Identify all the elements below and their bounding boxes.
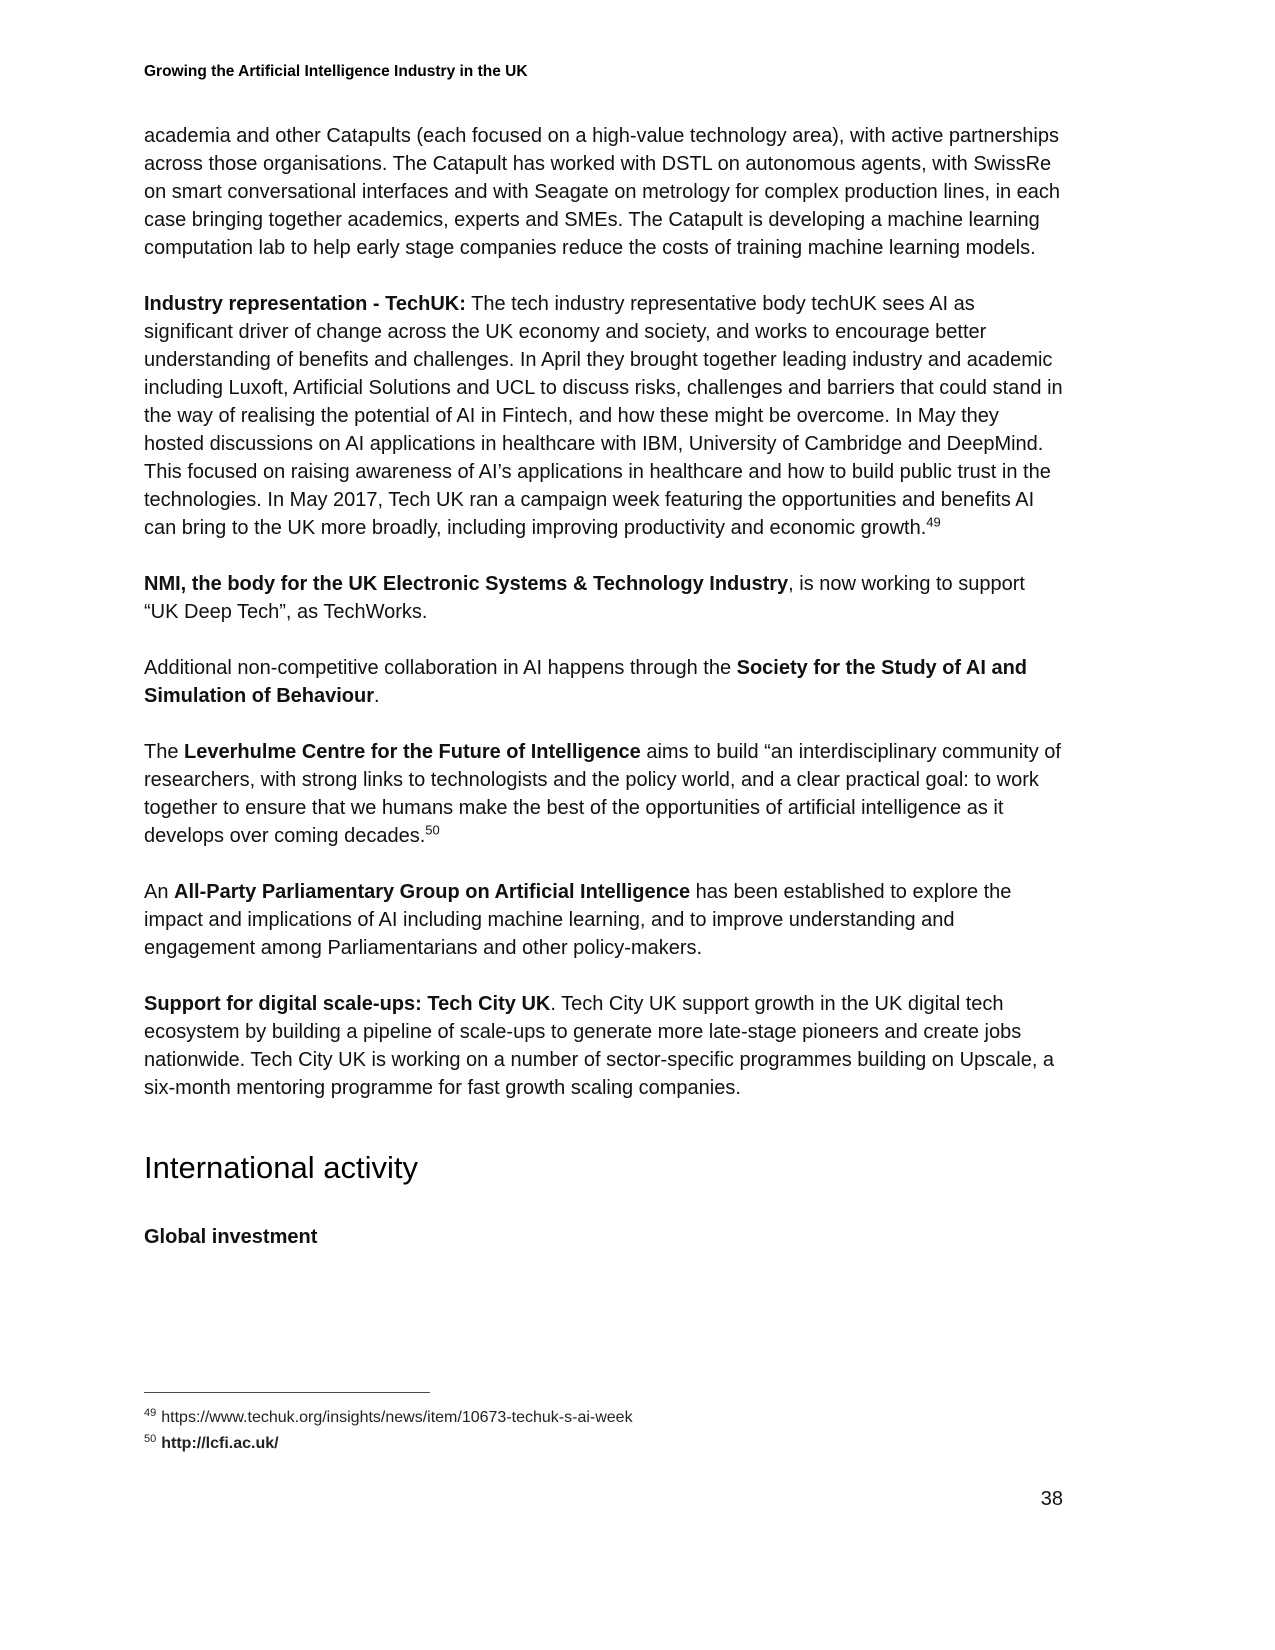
paragraph <box>144 990 1064 1102</box>
text-segment: The tech industry representative body techUK sees AI as significant driver of change across the UK economy and society, and works to encourage better understanding of benefits and challenges. In April they brought together leading industry and academic including Luxoft, Artificial Solutions and UCL to discuss risks, challenges and barriers that could stand in the way of realising the potential of AI in Fintech, and how these might be overcome. In May they hosted discussions on AI applications in healthcare with IBM, University of Cambridge and DeepMind. This focused on raising awareness of AI’s applications in healthcare and how to build public trust in the technologies. In May 2017, Tech UK ran a campaign week featuring the opportunities and benefits AI can bring to the UK more broadly, including improving productivity and economic growth. <box>144 293 1063 539</box>
text-segment: Additional non-competitive collaboration in AI happens through the <box>144 657 737 679</box>
text-segment: NMI, the body for the UK Electronic Systems & Technology Industry <box>144 573 789 595</box>
footnote-number: 50 <box>144 1432 157 1445</box>
text-segment: All-Party Parliamentary Group on Artificial Intelligence <box>174 881 691 903</box>
text-segment: Support for digital scale-ups: Tech City UK <box>144 993 551 1015</box>
text-segment: , is now working to support “UK Deep Tech”, as TechWorks. <box>144 573 1025 623</box>
section-heading: International activity <box>144 1150 418 1185</box>
footnote <box>144 1405 1064 1431</box>
footnote-text: https://www.techuk.org/insights/news/item/10673-techuk-s-ai-week <box>161 1409 633 1426</box>
paragraph <box>144 738 1064 850</box>
footnote-reference: 50 <box>425 822 440 838</box>
text-segment: The <box>144 741 185 763</box>
text-segment: Society for the Study of AI and Simulation of Behaviour <box>144 657 1028 707</box>
subsection-heading: Global investment <box>144 1226 318 1248</box>
text-segment: academia and other Catapults (each focused on a high-value technology area), with active partnerships across those organisations. The Catapult has worked with DSTL on autonomous agents, with SwissRe on smart conversational interfaces and with Seagate on metrology for complex production lines, in each case bringing together academics, experts and SMEs. The Catapult is developing a machine learning computation lab to help early stage companies reduce the costs of training machine learning models. <box>144 125 1061 259</box>
footnote-list <box>144 1405 1064 1457</box>
footnotes-section <box>144 1392 1064 1457</box>
footnote-reference: 49 <box>926 514 941 530</box>
footnote-number: 49 <box>144 1406 157 1419</box>
text-segment: . Tech City UK support growth in the UK digital tech ecosystem by building a pipeline of scale-ups to generate more late-stage pioneers and create jobs nationwide. Tech City UK is working on a number of sector-specific programmes building on Upscale, a six-month mentoring programme for fast growth scaling companies. <box>144 993 1055 1099</box>
footnote-text: http://lcfi.ac.uk/ <box>161 1435 279 1452</box>
text-segment: has been established to explore the impact and implications of AI including machine learning, and to improve understanding and engagement among Parliamentarians and other policy-makers. <box>144 881 1012 959</box>
footnote-separator <box>144 1392 430 1393</box>
text-segment: . <box>374 685 380 707</box>
paragraph <box>144 122 1064 262</box>
text-segment: Leverhulme Centre for the Future of Intelligence <box>184 741 641 763</box>
page-content <box>144 122 1064 1249</box>
page-number: 38 <box>1040 1488 1063 1510</box>
paragraph <box>144 654 1064 710</box>
text-segment: aims to build “an interdisciplinary community of researchers, with strong links to technologists and the policy world, and a clear practical goal: to work together to ensure that we humans make the best of the opportunities of artificial intelligence as it develops over coming decades. <box>144 741 1061 847</box>
body-paragraphs <box>144 122 1064 1102</box>
paragraph <box>144 570 1064 626</box>
text-segment: An <box>144 881 175 903</box>
paragraph <box>144 290 1064 542</box>
footnote <box>144 1431 1064 1457</box>
text-segment: Industry representation - TechUK: <box>144 293 466 315</box>
running-header: Growing the Artificial Intelligence Industry in the UK <box>144 63 528 80</box>
paragraph <box>144 878 1064 962</box>
